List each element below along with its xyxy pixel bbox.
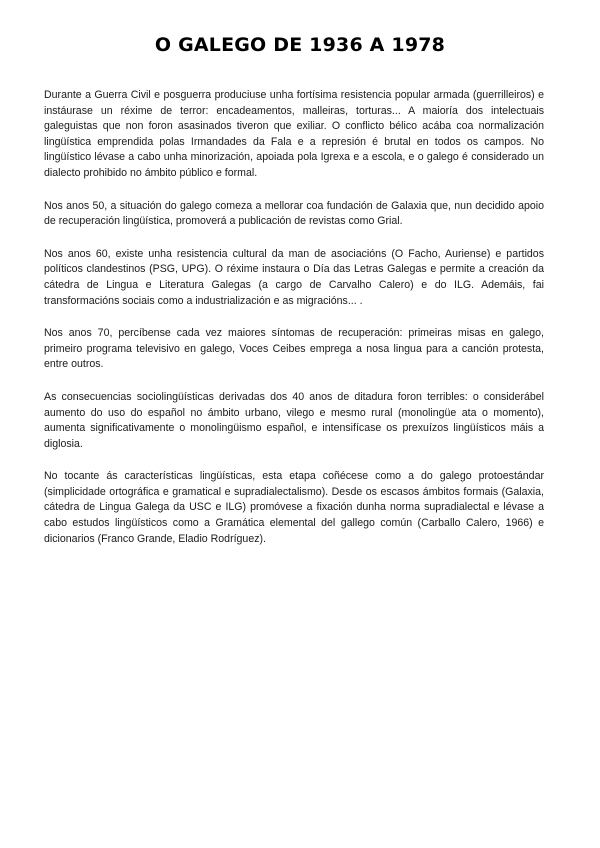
paragraph-civil-war: Durante a Guerra Civil e posguerra produciuse unha fortísima resistencia popular armada (guerrilleiros) e instáurase un réxime de terror: encadeamentos, malleiras, torturas... A maioría dos intelectuais galeguistas que non foron asasinados tiveron que exiliar. O conflicto bélico acába coa normalización lingüística emprendida polas Irmandades da Fala e a represión é brutal en todos os campos. No lingüístico lévase a cabo unha minorización, apoiada pola Igrexa e a escola, e o galego é considerado un dialecto prohibido no ámbito público e formal. [44, 89, 544, 179]
paragraph-fifties: Nos anos 50, a situación do galego comeza a mellorar coa fundación de Galaxia que, nun decidido apoio de recuperación lingüística, promoverá a publicación de revistas como Grial. [44, 199, 544, 228]
paragraph-consequences: As consecuencias sociolingüísticas derivadas dos 40 anos de ditadura foron terribles: o considerábel aumento do uso do español no ámbito urbano, vilego e mesmo rural (monolingüe ata o momento), aumenta significativamente o monolingüismo español, e intensifícase os prexuízos lingüísticos máis a diglosia. [44, 390, 544, 450]
page-title: O GALEGO DE 1936 A 1978 [154, 34, 446, 56]
paragraph-seventies: Nos anos 70, percíbense cada vez maiores síntomas de recuperación: primeiras misas en galego, primeiro programa televisivo en galego, Voces Ceibes emprega a nosa lingua para a canción protesta, entre outros. [44, 327, 544, 371]
paragraph-linguistic-features: No tocante ás características lingüísticas, esta etapa coñécese como a do galego protoestándar (simplicidade ortográfica e gramatical e supradialectalismo). Desde os escasos ámbitos formais (Galaxia, cátedra de Lingua Galega da USC e ILG) promóvese a fixación dunha norma supradialectal e lévase a cabo estudos lingüísticos como a Gramática elemental del gallego común (Carballo Calero, 1966) e dicionarios (Franco Grande, Eladio Rodríguez). [44, 470, 544, 545]
paragraph-sixties: Nos anos 60, existe unha resistencia cultural da man de asociacións (O Facho, Auriense) e partidos políticos clandestinos (PSG, UPG). O réxime instaura o Día das Letras Galegas e permite a creación da cátedra de Lingua e Literatura Galegas (a cargo de Carvalho Calero) e do ILG. Ademáis, fai transformacións sociais como a industrialización e as migracións... . [44, 247, 544, 307]
document-body [44, 88, 544, 564]
